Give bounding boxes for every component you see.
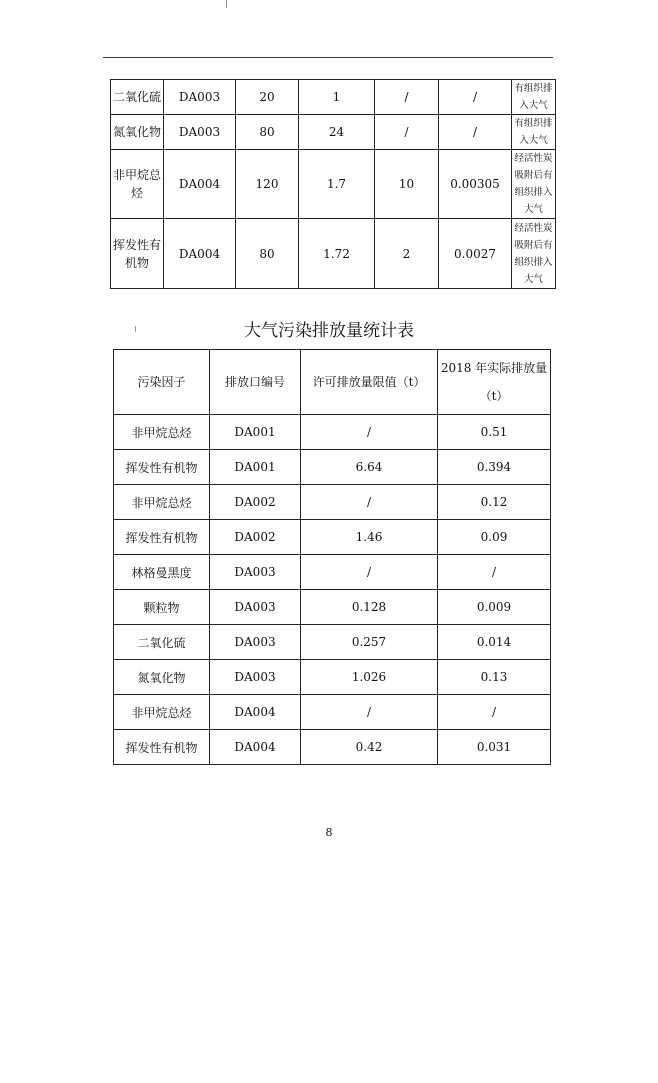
actual-cell: 0.014	[438, 625, 551, 660]
value-cell: 80	[236, 115, 299, 150]
table-row	[111, 80, 556, 115]
table-row	[111, 219, 556, 289]
note-cell: 有组织排入大气	[512, 80, 556, 115]
pollutant-cell: 林格曼黑度	[114, 555, 210, 590]
actual-cell: 0.51	[438, 415, 551, 450]
value-cell: /	[439, 80, 512, 115]
limit-cell: /	[301, 555, 438, 590]
pollutant-cell: 非甲烷总烃	[114, 695, 210, 730]
value-cell: 20	[236, 80, 299, 115]
pollutant-cell: 颗粒物	[114, 590, 210, 625]
value-cell: 80	[236, 219, 299, 289]
actual-cell: 0.12	[438, 485, 551, 520]
table-row	[114, 695, 551, 730]
outlet-cell: DA002	[210, 485, 301, 520]
pollutant-cell: 二氧化硫	[114, 625, 210, 660]
table-row	[114, 520, 551, 555]
scan-mark	[226, 0, 227, 8]
table-header-row	[114, 350, 551, 415]
pollutant-cell: 非甲烷总烃	[111, 150, 164, 219]
emission-statistics-table	[113, 349, 551, 765]
table-row	[114, 555, 551, 590]
value-cell: 1	[299, 80, 375, 115]
limit-cell: 1.026	[301, 660, 438, 695]
outlet-cell: DA003	[210, 555, 301, 590]
outlet-cell: DA001	[210, 450, 301, 485]
value-cell: 10	[375, 150, 439, 219]
actual-cell: 0.031	[438, 730, 551, 765]
pollutant-cell: 氮氧化物	[114, 660, 210, 695]
outlet-cell: DA002	[210, 520, 301, 555]
limit-cell: 0.42	[301, 730, 438, 765]
table-row	[114, 590, 551, 625]
table-row	[114, 450, 551, 485]
value-cell: /	[439, 115, 512, 150]
limit-cell: 1.46	[301, 520, 438, 555]
actual-cell: 0.394	[438, 450, 551, 485]
outlet-cell: DA003	[164, 80, 236, 115]
pollutant-cell: 挥发性有机物	[114, 520, 210, 555]
value-cell: 0.00305	[439, 150, 512, 219]
outlet-cell: DA003	[210, 660, 301, 695]
outlet-cell: DA003	[164, 115, 236, 150]
actual-cell: 0.009	[438, 590, 551, 625]
value-cell: 1.72	[299, 219, 375, 289]
limit-cell: /	[301, 415, 438, 450]
note-cell: 有组织排入大气	[512, 115, 556, 150]
outlet-cell: DA004	[210, 730, 301, 765]
emission-standards-table	[110, 79, 556, 289]
pollutant-cell: 挥发性有机物	[111, 219, 164, 289]
value-cell: /	[375, 80, 439, 115]
page-number: 8	[325, 826, 333, 839]
section-title: 大气污染排放量统计表	[244, 321, 414, 341]
limit-cell: 6.64	[301, 450, 438, 485]
outlet-cell: DA003	[210, 590, 301, 625]
actual-cell: /	[438, 695, 551, 730]
outlet-cell: DA003	[210, 625, 301, 660]
value-cell: 1.7	[299, 150, 375, 219]
value-cell: 24	[299, 115, 375, 150]
column-header: 排放口编号	[210, 350, 301, 415]
value-cell: 120	[236, 150, 299, 219]
outlet-cell: DA001	[210, 415, 301, 450]
pollutant-cell: 挥发性有机物	[114, 730, 210, 765]
limit-cell: 0.128	[301, 590, 438, 625]
pollutant-cell: 氮氧化物	[111, 115, 164, 150]
table-row	[111, 115, 556, 150]
actual-cell: /	[438, 555, 551, 590]
note-cell: 经活性炭吸附后有组织排入大气	[512, 150, 556, 219]
table-row	[114, 730, 551, 765]
note-cell: 经活性炭吸附后有组织排入大气	[512, 219, 556, 289]
value-cell: 0.0027	[439, 219, 512, 289]
column-header: 污染因子	[114, 350, 210, 415]
pollutant-cell: 二氧化硫	[111, 80, 164, 115]
table-row	[114, 485, 551, 520]
table-row	[111, 150, 556, 219]
outlet-cell: DA004	[164, 150, 236, 219]
pollutant-cell: 挥发性有机物	[114, 450, 210, 485]
table-row	[114, 625, 551, 660]
limit-cell: /	[301, 485, 438, 520]
table-row	[114, 660, 551, 695]
column-header: 2018 年实际排放量（t）	[438, 350, 551, 415]
header-rule	[103, 57, 553, 58]
column-header: 许可排放量限值（t）	[301, 350, 438, 415]
outlet-cell: DA004	[164, 219, 236, 289]
limit-cell: /	[301, 695, 438, 730]
value-cell: 2	[375, 219, 439, 289]
limit-cell: 0.257	[301, 625, 438, 660]
table-row	[114, 415, 551, 450]
outlet-cell: DA004	[210, 695, 301, 730]
value-cell: /	[375, 115, 439, 150]
pollutant-cell: 非甲烷总烃	[114, 415, 210, 450]
pollutant-cell: 非甲烷总烃	[114, 485, 210, 520]
actual-cell: 0.09	[438, 520, 551, 555]
actual-cell: 0.13	[438, 660, 551, 695]
